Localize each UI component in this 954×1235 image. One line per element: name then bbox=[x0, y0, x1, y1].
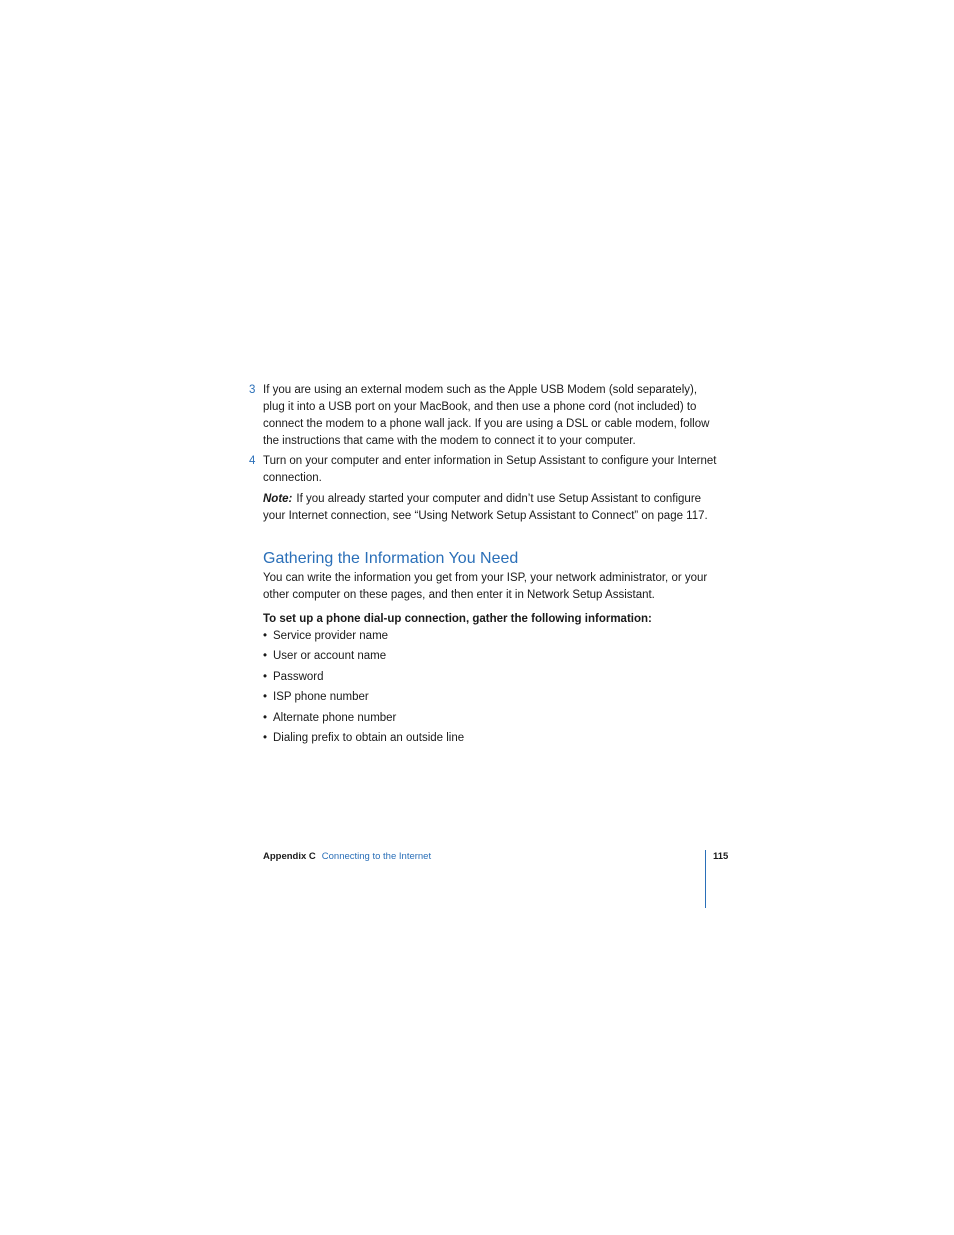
bullet-icon: • bbox=[263, 650, 268, 663]
list-item bbox=[263, 710, 464, 730]
footer-divider bbox=[705, 850, 706, 908]
page-number: 115 bbox=[713, 851, 729, 862]
step-number: 3 bbox=[249, 384, 256, 396]
note-paragraph bbox=[249, 491, 719, 525]
list-lead-in: To set up a phone dial-up connection, gather the following information: bbox=[263, 613, 652, 625]
list-item-text: Service provider name bbox=[273, 630, 389, 642]
section-heading: Gathering the Information You Need bbox=[263, 550, 519, 567]
bullet-icon: • bbox=[263, 691, 268, 704]
page-footer bbox=[263, 850, 431, 864]
list-item bbox=[263, 689, 464, 709]
list-item bbox=[263, 730, 464, 750]
footer-appendix-label: Appendix C bbox=[263, 851, 316, 862]
bullet-icon: • bbox=[263, 670, 268, 683]
list-item-text: Alternate phone number bbox=[273, 711, 397, 724]
list-item-text: ISP phone number bbox=[273, 691, 369, 704]
note-text: If you already started your computer and didn’t use Setup Assistant to configure your Internet connection, see “Using Network Setup Assistant to Connect” on page 117. bbox=[263, 493, 708, 522]
step-3 bbox=[249, 382, 719, 450]
numbered-steps bbox=[249, 382, 719, 525]
step-number: 4 bbox=[249, 455, 256, 467]
note-label: Note: bbox=[263, 493, 293, 505]
list-item bbox=[263, 669, 464, 689]
info-bullet-list bbox=[263, 628, 464, 750]
bullet-icon: • bbox=[263, 711, 268, 724]
list-item-text: Password bbox=[273, 670, 324, 683]
bullet-icon: • bbox=[263, 731, 268, 744]
footer-chapter-title: Connecting to the Internet bbox=[321, 851, 432, 862]
list-item bbox=[263, 628, 464, 648]
step-text: Turn on your computer and enter information in Setup Assistant to configure your Internet connection. bbox=[263, 455, 717, 484]
step-text: If you are using an external modem such as the Apple USB Modem (sold separately), plug it into a USB port on your MacBook, and then use a phone cord (not included) to connect the modem to a phone wall jack. If you are using a DSL or cable modem, follow the instructions that came with the modem to connect it to your computer. bbox=[263, 384, 710, 447]
step-4 bbox=[249, 453, 719, 487]
list-item-text: Dialing prefix to obtain an outside line bbox=[273, 731, 465, 744]
section-intro: You can write the information you get from your ISP, your network administrator, or your other computer on these pages, and then enter it in Network Setup Assistant. bbox=[263, 572, 708, 601]
list-item-text: User or account name bbox=[273, 650, 387, 663]
bullet-icon: • bbox=[263, 630, 268, 642]
list-item bbox=[263, 648, 464, 668]
